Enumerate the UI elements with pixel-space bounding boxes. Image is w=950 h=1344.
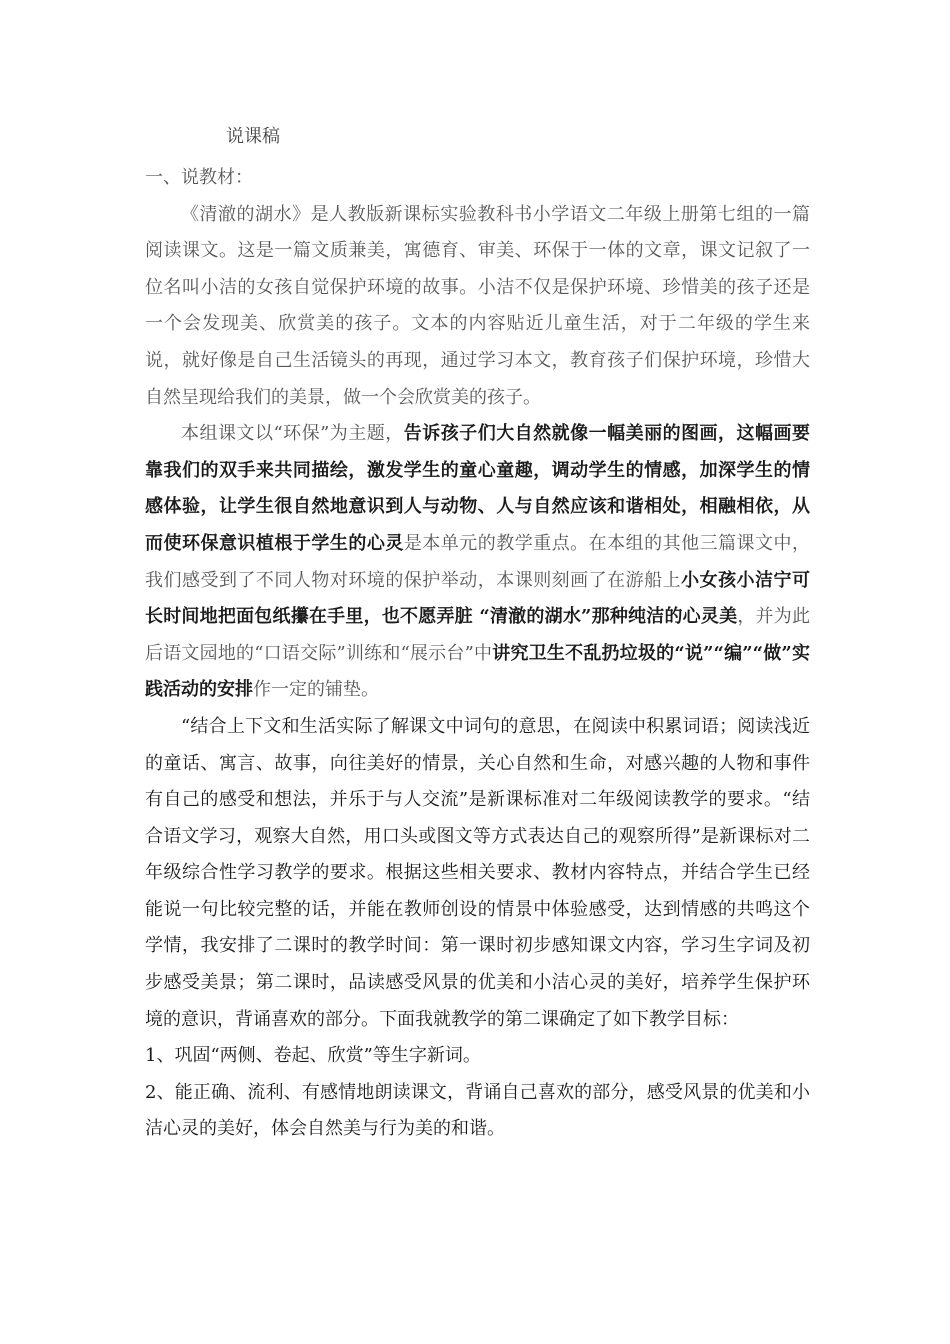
paragraph-textbook-intro: 《清澈的湖水》是人教版新课标实验教科书小学语文二年级上册第七组的一篇阅读课文。这是一篇文质兼美，寓德育、审美、环保于一体的文章，课文记叙了一位名叫小洁的女孩自觉保护环境的故事。小洁不仅是保护环境、珍惜美的孩子还是一个会发现美、欣赏美的孩子。文本的内容贴近儿童生活，对于二年级的学生来说，就好像是自己生活镜头的再现，通过学习本文，教育孩子们保护环境，珍惜大自然呈现给我们的美景，做一个会欣赏美的孩子。 xyxy=(145,203,810,408)
text-span: 作一定的铺垫。 xyxy=(253,679,379,701)
emphasized-text: 小女孩小洁宁可长时间地把面包纸攥在手里，也不愿弄脏 “清澈的湖水”那种纯洁的心灵美 xyxy=(145,569,811,628)
section-heading: 一、说教材： xyxy=(145,167,253,188)
emphasized-text: 讲究卫生不乱扔垃圾的“说”“编”“做”实践活动的安排 xyxy=(145,642,810,701)
teaching-goal-1: 1、巩固“两侧、卷起、欣赏”等生字新词。 xyxy=(145,1045,481,1067)
text-span: 本组课文以“环保”为主题， xyxy=(181,423,404,445)
document-title: 说课稿 xyxy=(226,126,280,147)
paragraph-unit-theme xyxy=(145,416,810,709)
paragraph-curriculum-requirements: “结合上下文和生活实际了解课文中词句的意思，在阅读中积累词语；阅读浅近的童话、寓言、故事，向往美好的情景，关心自然和生命，对感兴趣的人物和事件有自己的感受和想法，并乐于与人交流”是新课标准对二年级阅读教学的要求。“结合语文学习，观察大自然，用口头或图文等方式表达自己的观察所得”是新课标对二年级综合性学习教学的要求。根据这些相关要求、教材内容特点，并结合学生已经能说一句比较完整的话，并能在教师创设的情景中体验感受，达到情感的共鸣这个学情，我安排了二课时的教学时间：第一课时初步感知课文内容，学习生字词及初步感受美景；第二课时，品读感受风景的优美和小洁心灵的美好，培养学生保护环境的意识，背诵喜欢的部分。下面我就教学的第二课确定了如下教学目标： xyxy=(145,715,810,1030)
text-span: ，并为此后语文园地的“口语交际”训练和“展示台”中 xyxy=(145,606,810,664)
teaching-goal-2: 2、能正确、流利、有感情地朗读课文，背诵自己喜欢的部分，感受风景的优美和小洁心灵的美好，体会自然美与行为美的和谐。 xyxy=(145,1081,810,1140)
text-span: 是本单元的教学重点。在本组的其他三篇课文中，我们感受到了不同人物对环境的保护举动，本课则刻画了在游船上 xyxy=(145,532,811,591)
document-body xyxy=(145,160,810,1148)
emphasized-text: 告诉孩子们大自然就像一幅美丽的图画，这幅画要靠我们的双手来共同描绘，激发学生的童心童趣，调动学生的情感，加深学生的情感体验，让学生很自然地意识到人与动物、人与自然应该和谐相处，相融相依，从而使环保意识植根于学生的心灵 xyxy=(145,423,810,554)
